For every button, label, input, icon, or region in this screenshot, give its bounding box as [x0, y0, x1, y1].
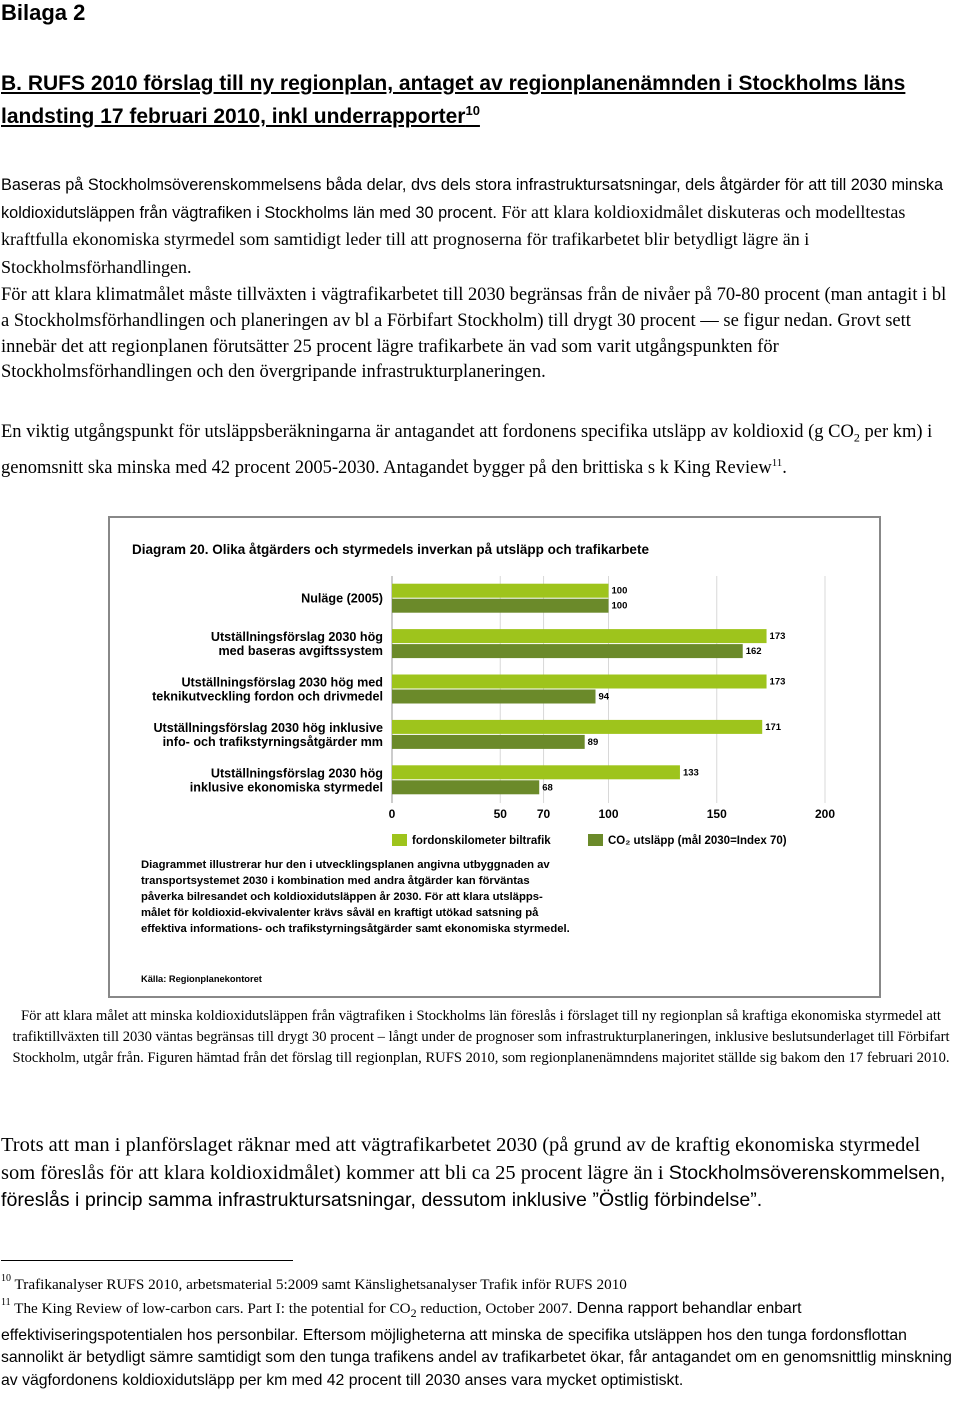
bar-value-label: 100: [611, 585, 628, 597]
category-label: Utställningsförslag 2030 hög med: [181, 675, 383, 690]
paragraph-conclusion: Trots att man i planförslaget räknar med att vägtrafikarbetet 2030 (på grund av de kraftig ekonomiska styrmedel som föreslås för att klara koldioxidmålet) kommer att bli ca 25 procent lägre än i Stockholmsöverenskommelsen, föreslås i princip samma infrastruktursatsningar, dessutom inklusive ”Östlig förbindelse”.: [1, 1134, 946, 1211]
category-label: med baseras avgiftssystem: [218, 644, 383, 659]
legend-swatch: [588, 834, 603, 846]
x-tick-label: 200: [814, 807, 836, 821]
chart-figure: [108, 516, 881, 998]
bar-value-label: 68: [542, 782, 553, 794]
x-tick-label: 0: [388, 807, 396, 821]
bar-value-label: 173: [769, 676, 786, 688]
footnote-10: $^{10}$ Trafikanalyser RUFS 2010, arbetsmaterial 5:2009 samt Känslighetsanalyser Trafik inför RUFS 2010: [1, 1273, 627, 1293]
footnote-11: $^{11}$ The King Review of low-carbon cars. Part I: the potential for $CO_2$ reduction, October 2007. Denna rapport behandlar enbart effektiviseringspotentialen hos personbilar. Eftersom möjligheterna att minska de specifika utsläppen hos den tunga fordonsflottan sannolikt är betydligt sämre samtidigt som den tunga trafikens andel av trafikarbetet ökar, får antagandet om en genomsnittlig minskning av vägfordonens koldioxidutsläpp per km med 42 procent till 2030 anses vara mycket optimistiskt.: [1, 1297, 952, 1389]
category-label: teknikutveckling fordon och drivmedel: [152, 689, 383, 704]
bar-value-label: 94: [598, 691, 610, 703]
category-label: Utställningsförslag 2030 hög: [210, 766, 383, 781]
chart-note-line: påverka bilresandet och koldioxidutsläppen år 2030. För att klara utsläpps-: [141, 891, 543, 903]
footnote-ref-10[interactable]: 10: [465, 103, 480, 118]
bar-value-label: 133: [682, 767, 699, 779]
bar-co2: [392, 735, 585, 749]
bar-traffic: [392, 720, 762, 734]
bar-value-label: 173: [769, 631, 786, 643]
chart-note-line: transportsystemet 2030 i kombination med andra åtgärder kan förväntas: [141, 875, 530, 887]
bar-co2: [392, 690, 596, 704]
bar-traffic: [392, 765, 680, 779]
bar-traffic: [392, 584, 609, 598]
category-label: Utställningsförslag 2030 hög inklusive: [153, 720, 383, 735]
bar-traffic: [392, 629, 767, 643]
bar-value-label: 89: [587, 736, 599, 748]
chart-note-line: målet för koldioxid-ekvivalenter krävs såväl en kraftigt utökad satsning på: [141, 907, 539, 919]
bar-co2: [392, 644, 743, 658]
x-tick-label: 70: [536, 807, 551, 821]
category-label: inklusive ekonomiska styrmedel: [189, 780, 383, 795]
bar-value-label: 171: [765, 721, 782, 733]
footnote-ref-11[interactable]: 11: [771, 457, 783, 470]
paragraph-climate-goal: För att klara klimatmålet måste tillväxten i vägtrafikarbetet till 2030 begränsas från de nivåer på 70-80 procent (man antagit i bl a Stockholmsförhandlingen och planeringen av bl a Förbifart Stockholm) till drygt 30 procent — se figur nedan. Grovt sett innebär det att regionplanen förutsätter 25 procent lägre trafikarbete än vad som varit utgångspunkten för Stockholmsförhandlingen och den övergripande infrastrukturplaneringen.: [1, 285, 947, 383]
annex-label: Bilaga 2: [1, 0, 86, 25]
bar-co2: [392, 780, 539, 794]
bar-value-label: 162: [745, 646, 762, 658]
paragraph-basis: Baseras på Stockholmsöverenskommelsens båda delar, dvs dels stora infrastruktursatsningar, dels åtgärder för att till 2030 minska koldioxidutsläppen från vägtrafiken i Stockholms län med 30 procent. För att klara koldioxidmålet diskuteras och modelltestas kraftfulla ekonomiska styrmedel som samtidigt leder till att prognoserna för trafikarbetet blir betydligt lägre än i Stockholmsförhandlingen.: [1, 176, 944, 277]
bar-co2: [392, 599, 609, 613]
legend-swatch: [392, 834, 407, 846]
section-heading: B. RUFS 2010 förslag till ny regionplan, antaget av regionplanenämnden i Stockholms läns landsting 17 februari 2010, inkl underrapporter$^{10}$: [1, 72, 906, 128]
bar-traffic: [392, 675, 767, 689]
chart-title: Diagram 20. Olika åtgärders och styrmedels inverkan på utsläpp och trafikarbete: [132, 542, 649, 557]
bar-value-label: 100: [611, 600, 628, 612]
chart-source: Källa: Regionplanekontoret: [141, 974, 262, 984]
legend-label: fordonskilometer biltrafik: [412, 835, 551, 847]
chart-note-line: Diagrammet illustrerar hur den i utvecklingsplanen angivna utbyggnaden av: [141, 859, 550, 871]
chart-note-line: effektiva informations- och trafikstyrningsåtgärder samt ekonomiska styrmedel.: [141, 923, 570, 935]
figure-caption: För att klara målet att minska koldioxidutsläppen från vägtrafiken i Stockholms län föreslås i förslaget till ny regionplan så kraftiga ekonomiska styrmedel att trafiktillväxten till 2030 väntas begränsas till drygt 30 procent – långt under de prognoser som infrastrukturplaneringen, inklusive beslutsunderlaget till Förbifart Stockholm, utgår från. Figuren hämtad från det förslag till regionplan, RUFS 2010, som regionplanenämndens majoritet ställde sig bakom den 17 februari 2010.: [12, 1008, 950, 1067]
paragraph-emission-assumption: En viktig utgångspunkt för utsläppsberäkningarna är antagandet att fordonens specifika utsläpp av koldioxid (g $CO_2$ per km) i genomsnitt ska minska med 42 procent 2005-2030. Antagandet bygger på den brittiska s k King Review$^{11}$.: [1, 422, 933, 479]
x-tick-label: 50: [493, 807, 507, 821]
bar-chart: [110, 518, 879, 996]
footnote-divider: [1, 1260, 293, 1261]
x-tick-label: 150: [706, 807, 727, 821]
legend-label: CO₂ utsläpp (mål 2030=Index 70): [608, 835, 787, 847]
category-label: Utställningsförslag 2030 hög: [210, 630, 383, 645]
category-label: Nuläge (2005): [301, 591, 383, 606]
category-label: info- och trafikstyrningsåtgärder mm: [162, 734, 383, 749]
x-tick-label: 100: [598, 807, 619, 821]
